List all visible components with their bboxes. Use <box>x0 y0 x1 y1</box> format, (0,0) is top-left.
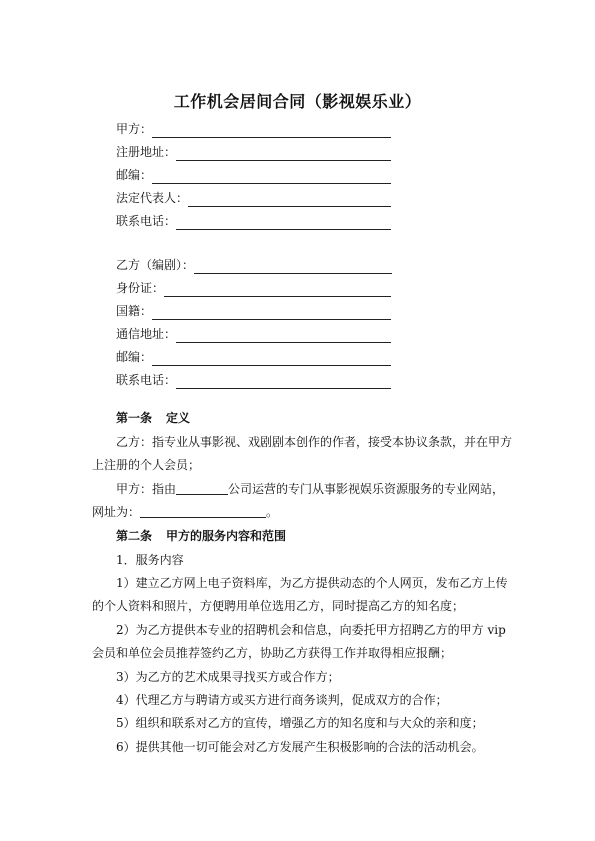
fill-line <box>140 505 266 518</box>
item-4: 4）代理乙方与聘请方或买方进行商务谈判，促成双方的合作； <box>116 693 448 707</box>
field-label: 身份证： <box>116 281 165 295</box>
text: 甲方：指由 <box>116 482 177 496</box>
text: 网址为： <box>92 505 141 519</box>
service-content-subheading: 1．服务内容 <box>116 553 184 567</box>
field-label: 甲方： <box>116 122 153 136</box>
field-label: 国籍： <box>116 304 153 318</box>
item-2-line-1: 2）为乙方提供本专业的招聘机会和信息，向委托甲方招聘乙方的甲方 vip <box>116 623 506 637</box>
field-label: 通信地址： <box>116 327 177 341</box>
article-number: 第二条 <box>116 529 153 543</box>
party-b-nationality-field <box>116 302 391 320</box>
article-1-paragraph-1-line-2: 上注册的个人会员； <box>92 458 201 472</box>
item-5: 5）组织和联系对乙方的宣传，增强乙方的知名度和与大众的亲和度； <box>116 716 484 730</box>
field-label: 邮编： <box>116 168 153 182</box>
article-number: 第一条 <box>116 411 153 425</box>
item-1-line-2: 的个人资料和照片，方便聘用单位选用乙方，同时提高乙方的知名度； <box>92 599 465 613</box>
article-1-heading <box>116 409 190 427</box>
article-2-heading <box>116 527 286 545</box>
item-2-line-2: 会员和单位会员推荐签约乙方，协助乙方获得工作并取得相应报酬； <box>92 646 453 660</box>
fill-line <box>176 215 391 230</box>
party-a-postcode-field <box>116 166 391 184</box>
party-a-registered-address-field <box>116 143 391 161</box>
fill-line <box>152 305 391 320</box>
article-1-paragraph-2-line-2 <box>92 503 278 521</box>
party-b-phone-field <box>116 371 391 389</box>
fill-line <box>176 328 391 343</box>
party-b-field <box>116 256 392 274</box>
field-label: 法定代表人： <box>116 191 189 205</box>
fill-line <box>176 374 391 389</box>
article-title: 定义 <box>166 411 191 425</box>
fill-line <box>176 482 228 495</box>
fill-line <box>176 146 391 161</box>
party-b-id-field <box>116 279 391 297</box>
party-a-phone-field <box>116 212 391 230</box>
field-label: 注册地址： <box>116 145 177 159</box>
party-a-legal-rep-field <box>116 189 391 207</box>
field-label: 联系电话： <box>116 214 177 228</box>
article-1-paragraph-2-line-1 <box>116 480 504 498</box>
item-3: 3）为乙方的艺术成果寻找买方或合作方； <box>116 670 340 684</box>
fill-line <box>188 192 391 207</box>
fill-line <box>164 282 391 297</box>
item-6: 6）提供其他一切可能会对乙方发展产生积极影响的合法的活动机会。 <box>116 740 484 754</box>
party-b-address-field <box>116 325 391 343</box>
article-title: 甲方的服务内容和范围 <box>166 529 287 543</box>
fill-line <box>152 351 391 366</box>
party-a-field <box>116 120 391 138</box>
fill-line <box>152 123 391 138</box>
fill-line <box>152 169 391 184</box>
article-1-paragraph-1-line-1: 乙方：指专业从事影视、戏剧剧本创作的作者，接受本协议条款，并在甲方 <box>116 435 513 449</box>
field-label: 联系电话： <box>116 373 177 387</box>
text: 公司运营的专门从事影视娱乐资源服务的专业网站， <box>228 482 505 496</box>
field-label: 邮编： <box>116 350 153 364</box>
text: 。 <box>266 505 279 519</box>
fill-line <box>194 259 392 274</box>
item-1-line-1: 1）建立乙方网上电子资料库，为乙方提供动态的个人网页，发布乙方上传 <box>116 576 508 590</box>
party-b-postcode-field <box>116 348 391 366</box>
field-label: 乙方（编剧）： <box>116 258 195 272</box>
contract-title: 工作机会居间合同（影视娱乐业） <box>173 92 422 111</box>
